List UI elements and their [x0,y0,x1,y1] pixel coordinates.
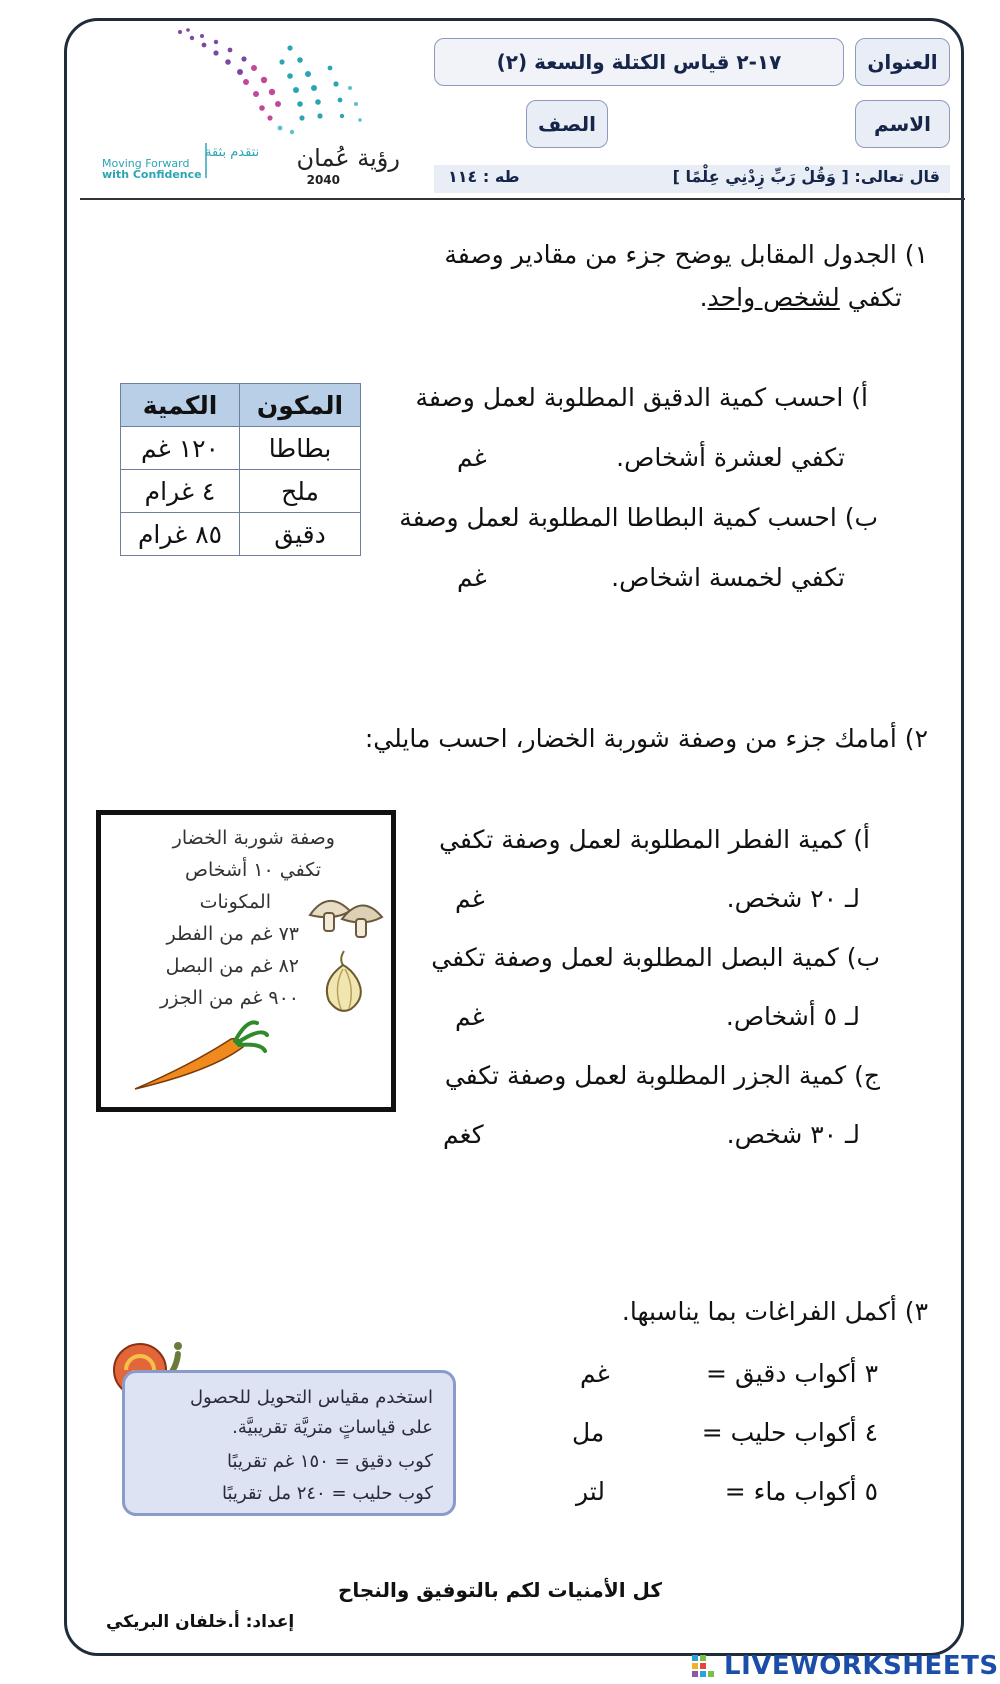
q2-a-line2: لـ ٢٠ شخص. [726,884,860,913]
q2-a-line1: أ) كمية الفطر المطلوبة لعمل وصفة تكفي [439,825,870,854]
table-cell-quantity: ١٢٠ غم [121,427,240,470]
table-row [121,513,361,556]
table-cell-component: بطاطا [240,427,361,470]
q2-c-line2: لـ ٣٠ شخص. [726,1120,860,1149]
table-row [121,427,361,470]
logo-slogan-en-2: with Confidence [102,168,202,181]
ingredients-table [120,383,361,556]
carrot-icon [131,1015,271,1095]
q3-item-unit[interactable]: لتر [576,1477,605,1506]
conversion-line: كوب حليب = ٢٤٠ مل تقريبًا [222,1483,433,1504]
q3-prompt: ٣) أكمل الفراغات بما يناسبها. [621,1297,928,1326]
q1-b-line1: ب) احسب كمية البطاطا المطلوبة لعمل وصفة [399,503,878,532]
q1-a-line2: تكفي لعشرة أشخاص. [616,443,845,472]
logo-slogan-en-1: Moving Forward [102,157,190,170]
q2-b-line1: ب) كمية البصل المطلوبة لعمل وصفة تكفي [431,943,880,972]
q3-item-left: ٤ أكواب حليب = [701,1418,878,1447]
onion-icon [319,947,369,1017]
verse-text: قال تعالى: [ وَقُلْ رَبِّ زِدْنِي عِلْمًا ] [672,167,940,186]
oman-vision-logo [102,28,410,193]
q3-item-left: ٥ أكواب ماء = [724,1477,878,1506]
conversion-box [122,1370,456,1516]
q3-item-unit[interactable]: مل [572,1418,605,1447]
recipe-item: ٧٣ غم من الفطر [166,923,299,945]
lesson-title: ١٧-٢ قياس الكتلة والسعة (٢) [496,50,782,74]
logo-vision-text: رؤية عُمان [296,144,400,172]
liveworksheets-logo-icon [692,1653,722,1679]
conversion-line: استخدم مقياس التحويل للحصول [189,1387,433,1408]
q2-c-line1: ج) كمية الجزر المطلوبة لعمل وصفة تكفي [444,1061,880,1090]
liveworksheets-text: LIVEWORKSHEETS [724,1651,999,1681]
logo-swirl [178,28,362,134]
table-cell-quantity: ٨٥ غرام [121,513,240,556]
q2-a-answer-unit[interactable]: غم [455,884,485,913]
recipe-item: ٨٢ غم من البصل [165,955,299,977]
class-label: الصف [538,112,596,136]
table-header-quantity: الكمية [121,384,240,427]
class-label-box[interactable] [526,100,608,148]
mushroom-icon [306,885,386,945]
title-value-box [434,38,844,86]
conversion-line: كوب دقيق = ١٥٠ غم تقريبًا [227,1451,433,1472]
q1-prompt-line2 [700,283,902,312]
q3-item-left: ٣ أكواب دقيق = [706,1359,878,1388]
q2-b-answer-unit[interactable]: غم [455,1002,485,1031]
recipe-item: ٩٠٠ غم من الجزر [160,987,299,1009]
liveworksheets-brand[interactable] [692,1652,999,1680]
title-label: العنوان [867,50,938,74]
q1-prompt-line1: ١) الجدول المقابل يوضح جزء من مقادير وصفة [444,240,928,269]
q2-prompt: ٢) أمامك جزء من وصفة شوربة الخضار، احسب مايلي: [364,724,928,753]
table-cell-component: ملح [240,470,361,513]
header-divider [80,198,965,200]
logo-slogan-ar: نتقدم بثقة [205,145,260,160]
footer-wishes: كل الأمنيات لكم بالتوفيق والنجاح [337,1578,663,1602]
q1-a-answer-unit[interactable]: غم [457,443,487,472]
q1-a-line1: أ) احسب كمية الدقيق المطلوبة لعمل وصفة [415,383,868,412]
recipe-ingredients-label: المكونات [199,891,271,913]
q2-b-line2: لـ ٥ أشخاص. [725,1002,860,1031]
conversion-line: على قياساتٍ متريَّة تقريبيَّة. [232,1417,433,1438]
q1-prompt-line2-start: تكفي [839,283,902,312]
table-cell-component: دقيق [240,513,361,556]
table-cell-quantity: ٤ غرام [121,470,240,513]
table-row [121,470,361,513]
q2-c-answer-unit[interactable]: كغم [443,1120,484,1149]
name-label-box[interactable] [855,100,950,148]
logo-year: 2040 [306,173,340,187]
recipe-serves: تكفي ١٠ أشخاص [185,859,321,881]
q3-item-unit[interactable]: غم [580,1359,610,1388]
recipe-card [96,810,396,1112]
verse-bar [434,165,950,193]
title-label-box [855,38,950,86]
table-header-component: المكون [240,384,361,427]
footer-author: إعداد: أ.خلفان البريكي [106,1612,295,1632]
q1-prompt-line2-end: . [699,283,708,312]
q1-prompt-underlined: لشخص واحد [707,283,840,312]
table-header-row [121,384,361,427]
verse-reference: طه : ١١٤ [448,167,520,186]
name-label: الاسم [873,112,932,136]
q1-b-line2: تكفي لخمسة اشخاص. [611,563,845,592]
q1-b-answer-unit[interactable]: غم [457,563,487,592]
recipe-title: وصفة شوربة الخضار [172,827,335,849]
